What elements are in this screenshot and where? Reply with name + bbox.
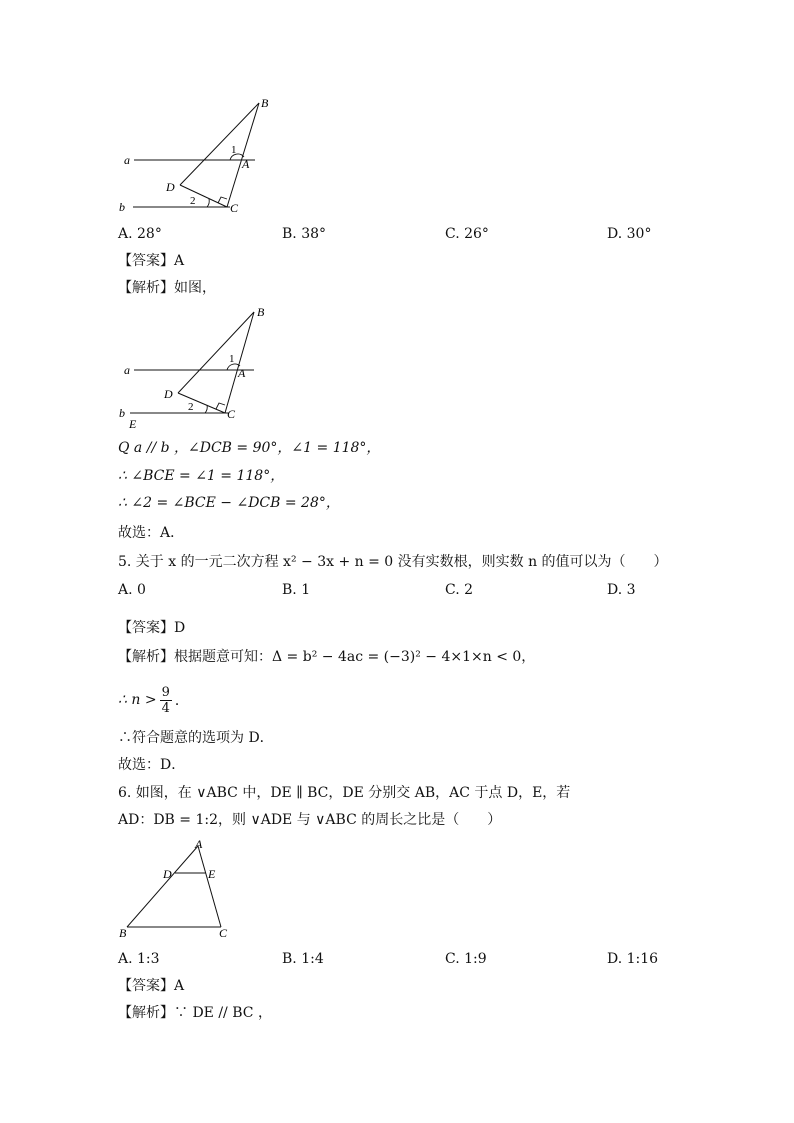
- q6-option-b: B. 1:4: [282, 951, 324, 967]
- label-C: C: [227, 407, 236, 421]
- q5-choose: 故选：D．: [118, 757, 186, 773]
- label-a: a: [124, 363, 130, 377]
- q5-conclusion: [118, 680, 189, 720]
- label-2: 2: [190, 195, 196, 207]
- q5-option-c: C. 2: [445, 582, 474, 598]
- label-D: D: [164, 387, 173, 401]
- q5-conclusion-suffix: ．: [174, 693, 189, 709]
- label-1: 1: [229, 353, 235, 365]
- label-b: b: [119, 406, 125, 420]
- q4-option-a: A. 28°: [118, 226, 162, 242]
- q4-step-2: ∴ ∠BCE = ∠1 = 118°，: [118, 468, 285, 484]
- fraction: [160, 685, 172, 716]
- q6-option-c: C. 1:9: [445, 951, 487, 967]
- label-2: 2: [188, 401, 194, 413]
- figure-parallel-lines-2: [115, 300, 285, 430]
- q5-answer: 【答案】D: [118, 620, 186, 636]
- label-A: A: [242, 157, 250, 171]
- q5-line3: ∴符合题意的选项为 D．: [118, 730, 274, 746]
- label-D: D: [166, 180, 175, 194]
- label-b: b: [119, 200, 125, 214]
- q4-step-1: Q a // b ，∠DCB = 90°，∠1 = 118°，: [118, 440, 381, 456]
- q5-conclusion-prefix: ∴ n >: [118, 692, 157, 708]
- label-A: A: [195, 837, 203, 851]
- figure-triangle: [115, 835, 235, 945]
- label-B: B: [119, 926, 127, 940]
- q4-option-d: D. 30°: [607, 226, 652, 242]
- label-E: E: [129, 417, 137, 430]
- label-B: B: [257, 305, 265, 319]
- figure-parallel-lines-1: [115, 92, 285, 217]
- label-E: E: [208, 867, 216, 881]
- q4-analysis-intro: 【解析】如图，: [118, 280, 216, 296]
- q6-option-a: A. 1:3: [118, 951, 160, 967]
- q4-option-c: C. 26°: [445, 226, 489, 242]
- q4-choose: 故选：A．: [118, 525, 185, 541]
- label-1: 1: [231, 144, 237, 156]
- fraction-denominator: 4: [161, 700, 170, 716]
- q5-option-d: D. 3: [607, 582, 636, 598]
- q6-question-line2: AD：DB = 1:2，则 ∨ADE 与 ∨ABC 的周长之比是（ ）: [118, 812, 502, 828]
- q5-option-b: B. 1: [282, 582, 311, 598]
- label-A: A: [238, 366, 246, 380]
- q5-analysis: 【解析】根据题意可知：Δ = b² − 4ac = (−3)² − 4×1×n < 0，: [118, 649, 536, 665]
- label-B: B: [261, 96, 269, 110]
- fraction-numerator: 9: [161, 684, 170, 700]
- label-a: a: [124, 153, 130, 167]
- q6-question-line1: 6. 如图，在 ∨ABC 中，DE ∥ BC，DE 分别交 AB，AC 于点 D，E，若: [118, 785, 571, 801]
- q4-step-3: ∴ ∠2 = ∠BCE − ∠DCB = 28°，: [118, 495, 340, 511]
- label-D: D: [163, 867, 172, 881]
- q6-answer: 【答案】A: [118, 978, 185, 994]
- q5-question: 5. 关于 x 的一元二次方程 x² − 3x + n = 0 没有实数根，则实数 n 的值可以为（ ）: [118, 554, 668, 570]
- q4-answer: 【答案】A: [118, 253, 185, 269]
- q6-analysis: 【解析】∵ DE // BC ，: [118, 1005, 272, 1021]
- q4-option-b: B. 38°: [282, 226, 327, 242]
- q5-option-a: A. 0: [118, 582, 146, 598]
- q6-option-d: D. 1:16: [607, 951, 659, 967]
- label-C: C: [230, 201, 239, 215]
- label-C: C: [219, 926, 228, 940]
